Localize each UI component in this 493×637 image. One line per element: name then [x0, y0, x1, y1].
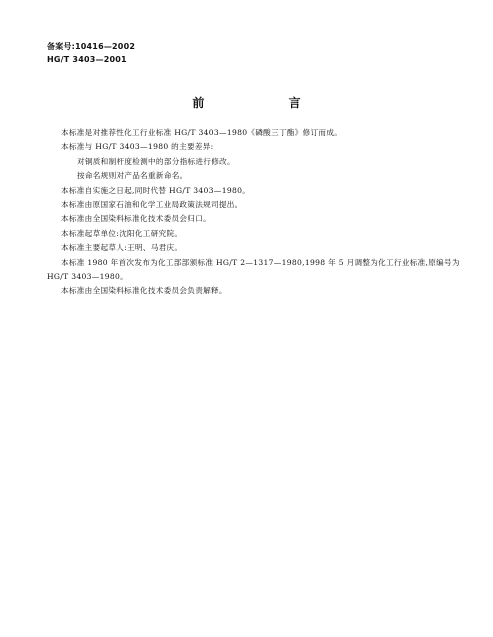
paragraph: 本标准 1980 年首次发布为化工部部颁标准 HG/T 2—1317—1980,1998 年 5 月调整为化工行业标准,原编号为 HG/T 3403—1980。	[47, 257, 460, 282]
paragraph: 本标准与 HG/T 3403—1980 的主要差异:	[61, 142, 214, 152]
paragraph: 本标准起草单位:沈阳化工研究院。	[61, 228, 183, 238]
paragraph: 按命名规则对产品名重新命名。	[77, 171, 188, 181]
foreword-body	[47, 126, 467, 299]
paragraph: 本标准由全国染料标准化技术委员会负责解释。	[61, 286, 227, 296]
paragraph: 本标准是对推荐性化工行业标准 HG/T 3403—1980《磷酸三丁酯》修订而成。	[61, 128, 343, 137]
paragraph: 本标准自实施之日起,同时代替 HG/T 3403—1980。	[61, 185, 251, 195]
standard-code: HG/T 3403—2001	[47, 55, 127, 64]
page-title: 前 言	[192, 96, 341, 110]
paragraph: 本标准由全国染料标准化技术委员会归口。	[61, 214, 211, 224]
document-header	[47, 40, 135, 66]
paragraph: 本标准由原国家石油和化学工业局政策法规司提出。	[61, 200, 243, 210]
record-number: 备案号:10416—2002	[47, 42, 136, 51]
paragraph: 对铜质和制杆度检测中的部分指标进行修改。	[77, 156, 235, 166]
paragraph: 本标准主要起草人:王明、马君庆。	[61, 243, 183, 253]
